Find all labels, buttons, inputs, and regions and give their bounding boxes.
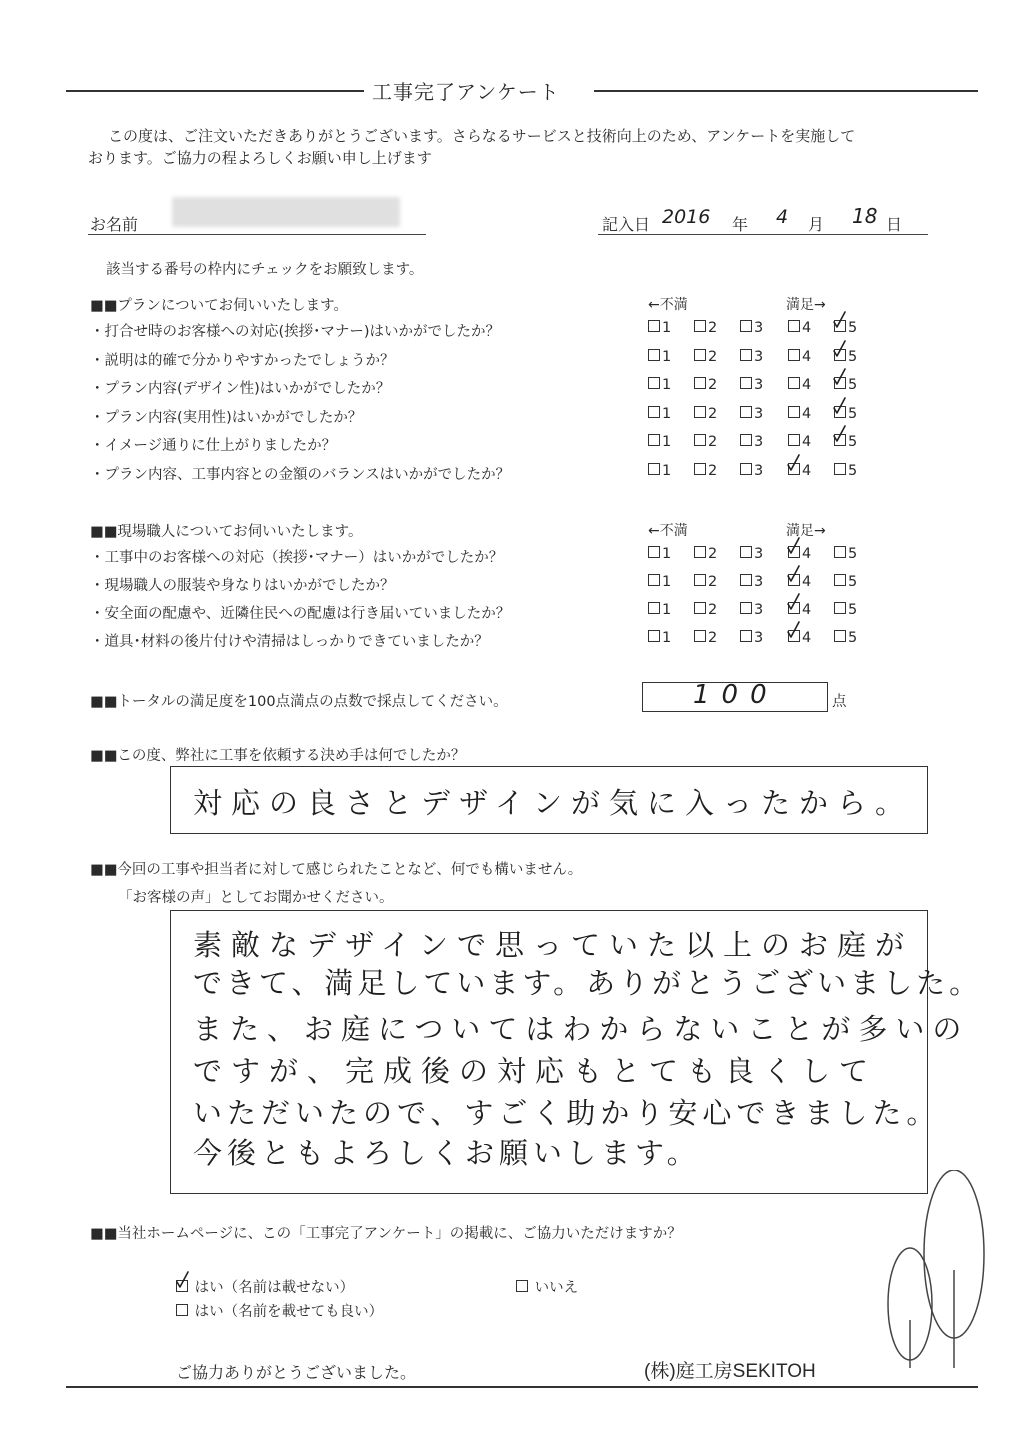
intro-line-2: おります。ご協力の程よろしくお願い申し上げます [88,149,432,167]
publish-yes-named-checkbox[interactable] [176,1304,188,1316]
rating-option-label: 2 [708,434,718,450]
date-year-unit: 年 [732,215,749,234]
check-mark-icon [832,425,846,443]
rating-option-4[interactable] [788,602,811,618]
rating-option-1[interactable] [648,463,671,479]
rating-option-label: 2 [708,405,718,422]
question-text: ・プラン内容(デザイン性)はいかがでしたか？ [90,381,391,397]
rating-option-4[interactable] [788,349,811,365]
intro-line-1: この度は、ご注文いただきありがとうございます。さらなるサービスと技術向上のため、アンケートを実施して [108,127,856,145]
rating-option-3[interactable] [740,320,763,336]
rating-option-label: 4 [802,320,812,336]
rating-option-5[interactable] [834,463,857,479]
rating-option-label: 4 [802,434,812,450]
rating-option-label: 5 [848,434,858,450]
rating-option-2[interactable] [694,406,717,422]
rating-checkbox[interactable] [740,630,752,642]
rating-checkbox[interactable] [648,406,660,418]
publish-option-yes-named[interactable] [176,1300,383,1321]
publish-label: ■■当社ホームページに、この「工事完了アンケート」の掲載に、ご協力いただけますか？ [90,1226,682,1242]
rating-checkbox[interactable] [834,602,846,614]
rating-option-label: 2 [708,630,718,646]
rating-checkbox[interactable] [694,320,706,332]
date-month-unit: 月 [808,215,825,234]
question-text: ・安全面の配慮や、近隣住民への配慮は行き届いていましたか？ [90,606,511,622]
title-rule-right [594,90,978,92]
rating-option-3[interactable] [740,602,763,618]
instruction-text: 該当する番号の枠内にチェックをお願致します。 [106,262,424,278]
voice-line-1: 素敵なデザインで思っていた以上のお庭が [193,928,913,962]
rating-option-label: 4 [802,462,812,479]
reason-answer: 対応の良さとデザインが気に入ったから。 [193,786,913,820]
rating-option-label: 1 [662,546,672,562]
rating-option-3[interactable] [740,406,763,422]
rating-option-label: 3 [754,434,764,450]
voice-line-5: いただいたので、すごく助かり安心できました。 [193,1096,941,1130]
rating-checkbox[interactable] [788,630,800,642]
publish-option-no[interactable] [516,1276,578,1297]
rating-option-label: 2 [708,462,718,479]
question-text: ・道具･材料の後片付けや清掃はしっかりできていましたか？ [90,634,489,650]
rating-option-1[interactable] [648,406,671,422]
check-mark-icon [786,537,800,555]
rating-checkbox[interactable] [648,574,660,586]
rating-checkbox[interactable] [788,574,800,586]
rating-checkbox[interactable] [648,349,660,361]
rating-checkbox[interactable] [740,320,752,332]
date-label: 記入日 [602,215,651,234]
rating-option-label: 4 [802,574,812,590]
question-text: ・説明は的確で分かりやすかったでしょうか？ [90,352,395,369]
rating-checkbox[interactable] [834,546,846,558]
rating-option-label: 4 [802,405,812,422]
rating-option-label: 5 [848,348,858,365]
footer-rule [66,1386,978,1388]
tree-illustration-icon [880,1170,990,1370]
publish-option-yes-anon[interactable] [176,1276,354,1297]
rating-option-1[interactable] [648,434,671,450]
question-text: ・打合せ時のお客様への対応(挨拶･マナー)はいかがでしたか？ [90,324,501,340]
rating-option-label: 1 [662,602,672,618]
rating-checkbox[interactable] [834,406,846,418]
rating-option-label: 3 [754,405,764,422]
rating-option-label: 1 [662,574,672,590]
rating-option-1[interactable] [648,377,671,393]
rating-checkbox[interactable] [648,320,660,332]
voice-answer-box[interactable] [170,910,983,1194]
rating-option-5[interactable] [834,406,857,422]
voice-line-4: ですが、完成後の対応もとても良くして [193,1054,878,1088]
rating-option-label: 3 [754,546,764,562]
rating-option-label: 2 [708,602,718,618]
rating-checkbox[interactable] [740,349,752,361]
rating-checkbox[interactable] [694,546,706,558]
rating-option-4[interactable] [788,377,811,393]
name-label: お名前 [90,215,139,234]
rating-option-label: 1 [662,405,672,422]
rating-option-5[interactable] [834,546,857,562]
rating-option-3[interactable] [740,349,763,365]
publish-yes-named-label: はい（名前を載せても良い） [194,1304,384,1320]
rating-option-2[interactable] [694,349,717,365]
rating-checkbox[interactable] [788,320,800,332]
rating-option-label: 3 [754,630,764,646]
section1-heading: ■■プランについてお伺いいたします。 [90,298,348,314]
rating-option-4[interactable] [788,574,811,590]
reason-answer-box[interactable] [170,766,928,834]
rating-checkbox[interactable] [834,434,846,446]
rating-checkbox[interactable] [740,463,752,475]
publish-no-label: いいえ [534,1280,579,1296]
rating-checkbox[interactable] [694,406,706,418]
total-label: ■■トータルの満足度を100点満点の点数で採点してください。 [90,694,508,710]
rating-checkbox[interactable] [694,602,706,614]
rating-checkbox[interactable] [788,406,800,418]
rating-option-2[interactable] [694,602,717,618]
rating-checkbox[interactable] [648,630,660,642]
rating-option-3[interactable] [740,546,763,562]
rating-checkbox[interactable] [694,630,706,642]
rating-option-4[interactable] [788,320,811,336]
rating-option-label: 3 [754,462,764,479]
rating-checkbox[interactable] [694,463,706,475]
section2-heading: ■■現場職人についてお伺いいたします。 [90,524,363,540]
check-mark-icon [786,565,800,583]
rating-checkbox[interactable] [694,434,706,446]
rating-option-5[interactable] [834,320,857,336]
rating-option-1[interactable] [648,574,671,590]
footer-company: (株)庭工房SEKITOH [644,1361,816,1382]
rating-checkbox[interactable] [788,546,800,558]
question-text: ・イメージ通りに仕上がりましたか？ [90,438,337,454]
rating-option-3[interactable] [740,463,763,479]
date-underline [598,234,928,235]
question-text: ・プラン内容(実用性)はいかがでしたか？ [90,409,363,426]
section2-scale-high: 満足→ [786,523,826,539]
rating-option-5[interactable] [834,434,857,450]
total-unit: 点 [832,694,847,710]
name-redaction [172,197,400,227]
publish-yes-anon-label: はい（名前は載せない） [194,1280,355,1296]
rating-option-1[interactable] [648,320,671,336]
rating-option-label: 5 [848,377,858,393]
rating-option-label: 1 [662,348,672,365]
check-mark-icon [786,621,800,639]
rating-option-1[interactable] [648,546,671,562]
rating-option-2[interactable] [694,320,717,336]
rating-option-label: 4 [802,630,812,646]
rating-option-label: 5 [848,602,858,618]
check-mark-icon [175,1271,189,1289]
check-mark-icon [832,368,846,386]
rating-option-5[interactable] [834,574,857,590]
rating-option-label: 4 [802,377,812,393]
reason-label: ■■この度、弊社に工事を依頼する決め手は何でしたか？ [90,748,466,764]
rating-checkbox[interactable] [740,602,752,614]
rating-option-5[interactable] [834,602,857,618]
check-mark-icon [786,593,800,611]
check-mark-icon [832,311,846,329]
page-title: 工事完了アンケート [372,80,560,104]
rating-option-label: 5 [848,320,858,336]
question-text: ・現場職人の服装や身なりはいかがでしたか？ [90,578,395,594]
rating-checkbox[interactable] [788,434,800,446]
question-text: ・工事中のお客様への対応（挨拶･マナー）はいかがでしたか？ [90,550,504,566]
rating-option-label: 1 [662,434,672,450]
title-rule-left [66,90,364,92]
rating-option-label: 3 [754,348,764,365]
rating-checkbox[interactable] [648,546,660,558]
rating-option-label: 2 [708,574,718,590]
rating-option-3[interactable] [740,377,763,393]
date-day: 18 [852,204,878,228]
rating-checkbox[interactable] [834,574,846,586]
rating-option-2[interactable] [694,546,717,562]
rating-option-label: 1 [662,377,672,393]
date-year: 2016 [662,206,711,228]
rating-option-4[interactable] [788,406,811,422]
rating-checkbox[interactable] [834,377,846,389]
rating-option-5[interactable] [834,349,857,365]
rating-checkbox[interactable] [740,574,752,586]
rating-checkbox[interactable] [648,602,660,614]
rating-checkbox[interactable] [788,463,800,475]
rating-option-label: 2 [708,348,718,365]
rating-checkbox[interactable] [694,574,706,586]
check-mark-icon [832,340,846,358]
section2-scale-low: ←不満 [648,523,688,539]
rating-option-label: 5 [848,574,858,590]
voice-line-3: また、お庭についてはわからないことが多いの [193,1012,970,1046]
total-score-value: 100 [693,680,779,710]
rating-option-1[interactable] [648,602,671,618]
rating-option-label: 2 [708,320,718,336]
rating-option-label: 5 [848,546,858,562]
rating-checkbox[interactable] [834,463,846,475]
rating-checkbox[interactable] [740,377,752,389]
rating-checkbox[interactable] [740,406,752,418]
section1-scale-high: 満足→ [786,297,826,313]
rating-checkbox[interactable] [788,602,800,614]
publish-yes-anon-checkbox[interactable] [176,1280,188,1292]
footer-thanks: ご協力ありがとうございました。 [176,1363,417,1382]
rating-option-label: 1 [662,462,672,479]
rating-option-label: 1 [662,630,672,646]
rating-checkbox[interactable] [648,463,660,475]
rating-option-4[interactable] [788,630,811,646]
rating-checkbox[interactable] [648,377,660,389]
rating-option-label: 3 [754,377,764,393]
check-mark-icon [786,454,800,472]
name-underline [88,234,426,235]
rating-option-5[interactable] [834,377,857,393]
total-score-box[interactable] [642,682,828,712]
rating-checkbox[interactable] [834,630,846,642]
rating-option-label: 5 [848,630,858,646]
rating-option-label: 3 [754,574,764,590]
rating-option-label: 5 [848,405,858,422]
rating-option-1[interactable] [648,630,671,646]
rating-checkbox[interactable] [788,349,800,361]
question-text: ・プラン内容、工事内容との金額のバランスはいかがでしたか？ [90,466,511,483]
rating-option-2[interactable] [694,434,717,450]
rating-checkbox[interactable] [740,434,752,446]
rating-option-label: 3 [754,602,764,618]
rating-checkbox[interactable] [694,377,706,389]
rating-option-2[interactable] [694,377,717,393]
rating-option-label: 5 [848,462,858,479]
rating-option-label: 2 [708,377,718,393]
voice-label-1: ■■今回の工事や担当者に対して感じられたことなど、何でも構いません。 [90,862,583,878]
rating-checkbox[interactable] [694,349,706,361]
rating-checkbox[interactable] [788,377,800,389]
rating-option-label: 2 [708,546,718,562]
rating-checkbox[interactable] [648,434,660,446]
rating-option-2[interactable] [694,463,717,479]
rating-option-label: 4 [802,602,812,618]
rating-option-4[interactable] [788,434,811,450]
rating-option-5[interactable] [834,630,857,646]
rating-option-label: 3 [754,320,764,336]
rating-option-3[interactable] [740,434,763,450]
rating-option-4[interactable] [788,463,811,479]
rating-option-3[interactable] [740,574,763,590]
voice-line-2: できて、満足しています。ありがとうございました。 [193,966,983,1000]
rating-option-2[interactable] [694,574,717,590]
rating-option-4[interactable] [788,546,811,562]
rating-option-2[interactable] [694,630,717,646]
date-month: 4 [776,206,789,228]
date-day-unit: 日 [886,215,903,234]
rating-checkbox[interactable] [834,349,846,361]
rating-checkbox[interactable] [834,320,846,332]
rating-checkbox[interactable] [740,546,752,558]
voice-line-6: 今後ともよろしくお願いします。 [193,1136,701,1170]
check-mark-icon [832,397,846,415]
rating-option-label: 4 [802,348,812,365]
rating-option-label: 4 [802,546,812,562]
publish-no-checkbox[interactable] [516,1280,528,1292]
section1-scale-low: ←不満 [648,297,688,313]
rating-option-1[interactable] [648,349,671,365]
voice-label-2: 「お客様の声」としてお聞かせください。 [118,890,394,906]
rating-option-3[interactable] [740,630,763,646]
rating-option-label: 1 [662,320,672,336]
